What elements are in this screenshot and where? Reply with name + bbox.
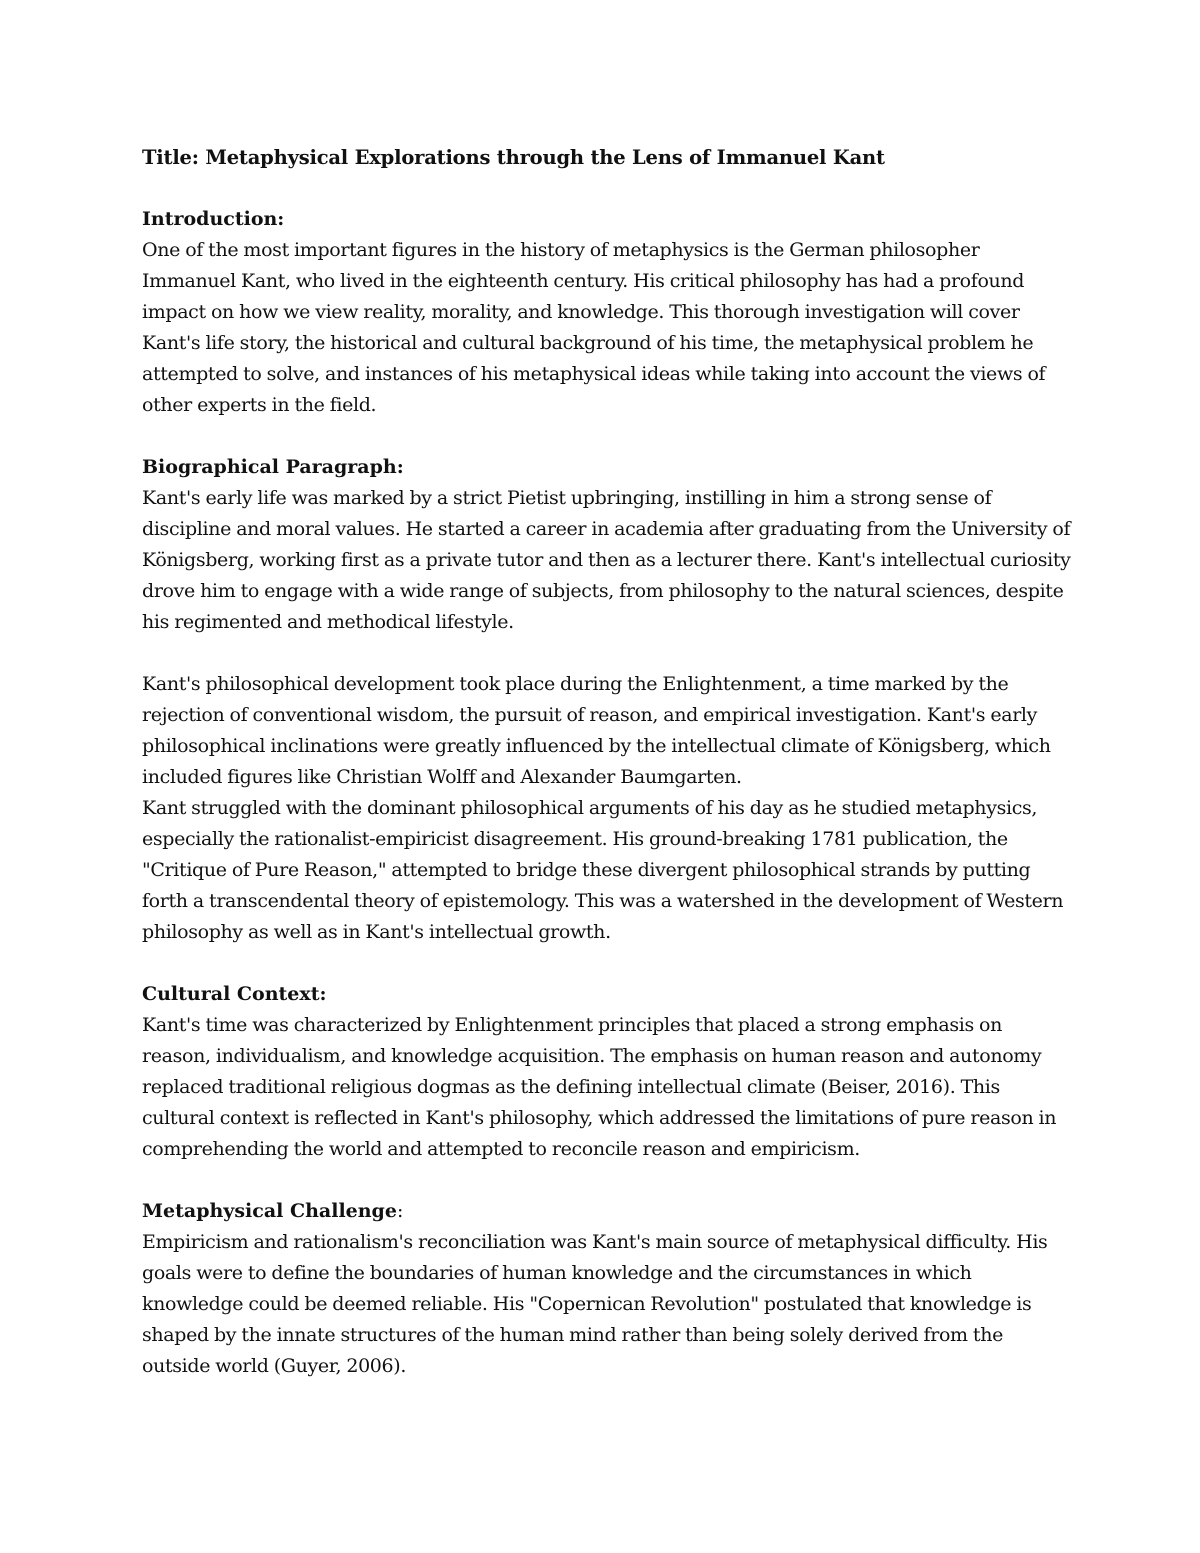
section-metaphysical-challenge <box>142 1196 1072 1382</box>
document-page <box>142 142 1072 1413</box>
paragraph: Kant struggled with the dominant philosophical arguments of his day as he studied metaphysics, especially the rationalist-empiricist disagreement. His ground-breaking 1781 publication, the "Critique of Pure Reason," attempted to bridge these divergent philosophical strands by putting forth a transcendental theory of epistemology. This was a watershed in the development of Western philosophy as well as in Kant's intellectual growth. <box>142 797 1064 943</box>
section-heading: Cultural Context: <box>142 983 327 1005</box>
section-cultural-context <box>142 979 1072 1165</box>
section-introduction <box>142 204 1072 421</box>
section-heading-colon: : <box>396 1200 404 1222</box>
section-biographical <box>142 452 1072 948</box>
section-heading: Introduction: <box>142 208 285 230</box>
paragraph: Kant's philosophical development took place during the Enlightenment, a time marked by the rejection of conventional wisdom, the pursuit of reason, and empirical investigation. Kant's early philosophical inclinations were greatly influenced by the intellectual climate of Königsberg, which included figures like Christian Wolff and Alexander Baumgarten. <box>142 673 1051 788</box>
document-title: Title: Metaphysical Explorations through the Lens of Immanuel Kant <box>142 146 885 169</box>
paragraph: Kant's time was characterized by Enlightenment principles that placed a strong emphasis on reason, individualism, and knowledge acquisition. The emphasis on human reason and autonomy replaced traditional religious dogmas as the defining intellectual climate (Beiser, 2016). This cultural context is reflected in Kant's philosophy, which addressed the limitations of pure reason in comprehending the world and attempted to reconcile reason and empiricism. <box>142 1014 1057 1160</box>
section-heading: Metaphysical Challenge <box>142 1200 397 1222</box>
paragraph: Empiricism and rationalism's reconciliation was Kant's main source of metaphysical difficulty. His goals were to define the boundaries of human knowledge and the circumstances in which knowledge could be deemed reliable. His "Copernican Revolution" postulated that knowledge is shaped by the innate structures of the human mind rather than being solely derived from the outside world (Guyer, 2006). <box>142 1231 1048 1377</box>
section-heading: Biographical Paragraph: <box>142 456 404 478</box>
paragraph: One of the most important figures in the history of metaphysics is the German philosopher Immanuel Kant, who lived in the eighteenth century. His critical philosophy has had a profound impact on how we view reality, morality, and knowledge. This thorough investigation will cover Kant's life story, the historical and cultural background of his time, the metaphysical problem he attempted to solve, and instances of his metaphysical ideas while taking into account the views of other experts in the field. <box>142 239 1046 416</box>
section-heading-row <box>142 1196 1072 1227</box>
paragraph: Kant's early life was marked by a strict Pietist upbringing, instilling in him a strong sense of discipline and moral values. He started a career in academia after graduating from the University of Königsberg, working first as a private tutor and then as a lecturer there. Kant's intellectual curiosity drove him to engage with a wide range of subjects, from philosophy to the natural sciences, despite his regimented and methodical lifestyle. <box>142 487 1071 633</box>
